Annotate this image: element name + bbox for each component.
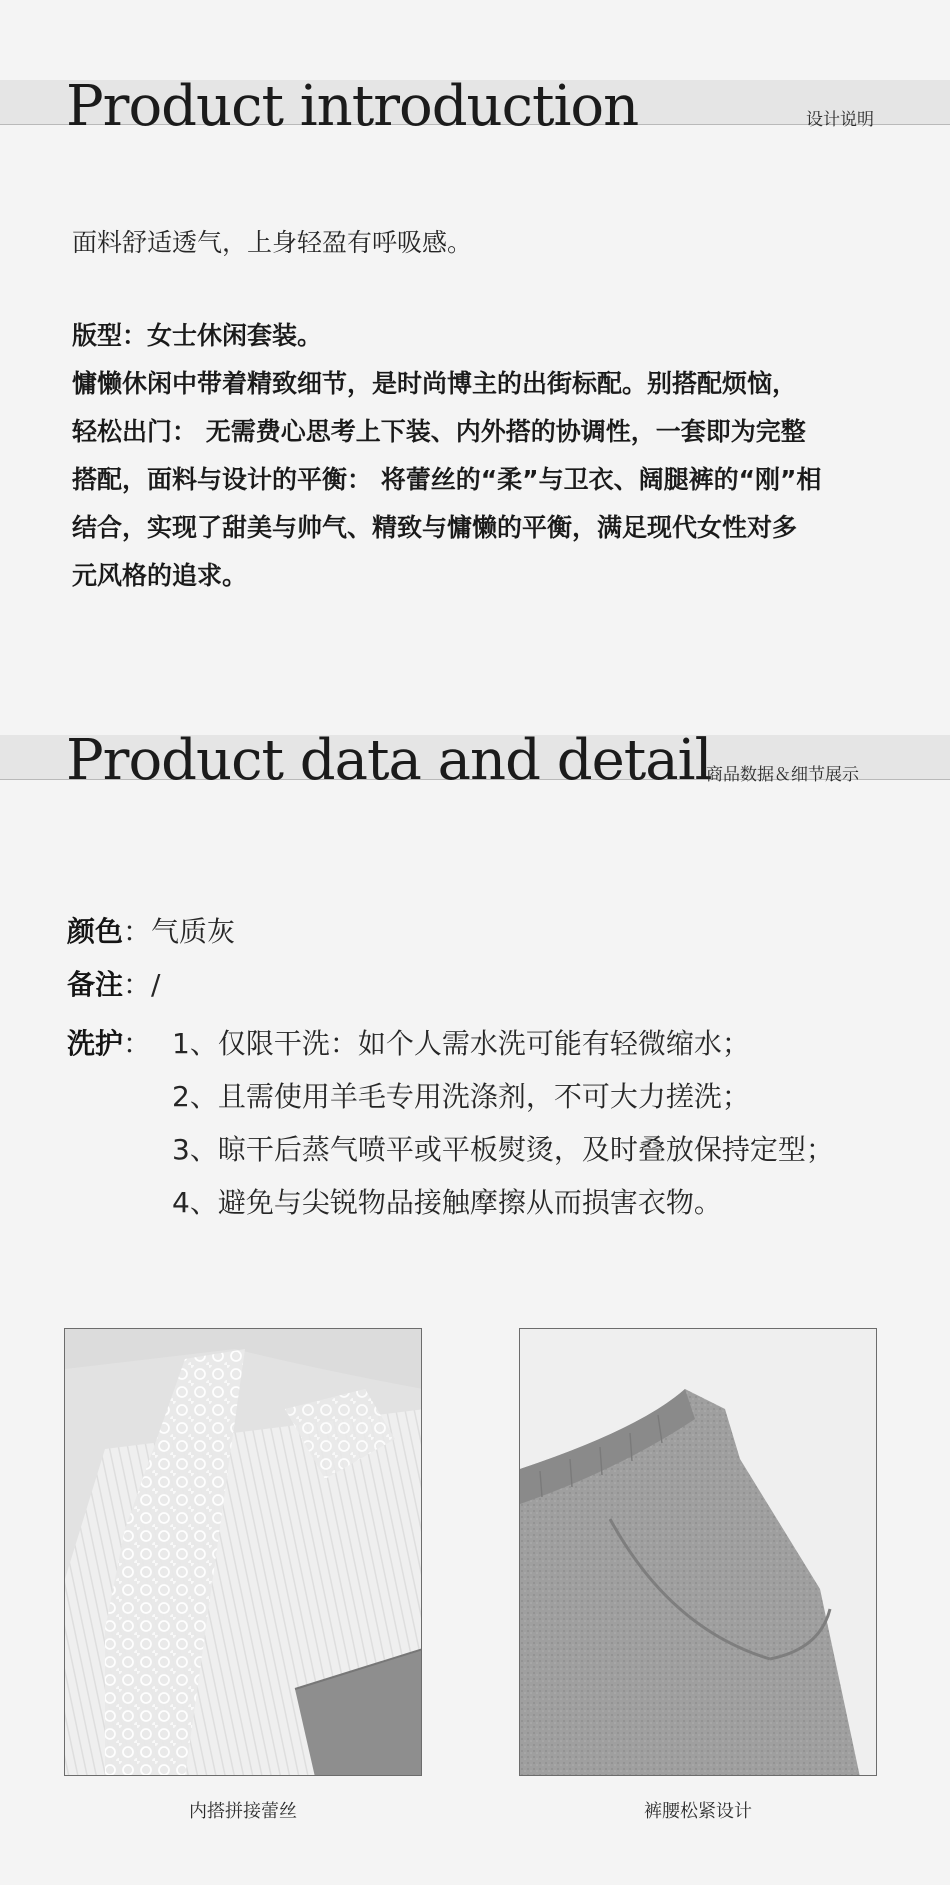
attribute-value: 气质灰: [151, 915, 236, 948]
attribute-separator: ：: [123, 968, 152, 1001]
photo-caption: 内搭拼接蕾丝: [189, 1801, 297, 1822]
photo-caption: 裤腰松紧设计: [644, 1801, 752, 1822]
intro-line: 元风格的追求。: [72, 561, 248, 590]
section-subtitle-details: 商品数据＆细节展示: [706, 765, 859, 785]
waistband-detail-photo: [519, 1328, 877, 1776]
care-instruction: 1、仅限干洗：如个人需水洗可能有轻微缩水；: [172, 1027, 750, 1060]
attribute-separator: ：: [123, 1027, 152, 1060]
intro-lead-text: 面料舒适透气，上身轻盈有呼吸感。: [72, 228, 473, 257]
intro-line: 结合，实现了甜美与帅气、精致与慵懒的平衡，满足现代女性对多: [72, 513, 798, 542]
intro-line: 慵懒休闲中带着精致细节，是时尚博主的出街标配。别搭配烦恼，: [72, 369, 798, 398]
intro-body: [72, 312, 872, 600]
care-instruction: 3、晾干后蒸气喷平或平板熨烫，及时叠放保持定型；: [172, 1133, 834, 1166]
section-title-details: Product data and detail: [66, 728, 712, 793]
lace-detail-image: [65, 1329, 422, 1776]
attribute-label: 备注: [67, 968, 124, 1001]
section-title-intro: Product introduction: [66, 74, 639, 139]
attribute-care: [67, 1022, 151, 1062]
section-subtitle-intro: 设计说明: [806, 110, 874, 130]
lace-detail-photo: [64, 1328, 422, 1776]
attribute-label: 颜色: [67, 915, 124, 948]
care-instruction: 2、且需使用羊毛专用洗涤剂，不可大力搓洗；: [172, 1080, 750, 1113]
attribute-remark: [67, 963, 160, 1003]
care-instruction: 4、避免与尖锐物品接触摩擦从而损害衣物。: [172, 1186, 722, 1219]
intro-line: 轻松出门： 无需费心思考上下装、内外搭的协调性，一套即为完整: [72, 417, 806, 446]
intro-line: 搭配，面料与设计的平衡： 将蕾丝的“柔”与卫衣、阔腿裤的“刚”相: [72, 465, 822, 494]
waistband-detail-image: [520, 1329, 877, 1776]
attribute-value: /: [151, 968, 161, 1001]
attribute-separator: ：: [123, 915, 152, 948]
attribute-label: 洗护: [67, 1027, 124, 1060]
intro-line: 版型：女士休闲套装。: [72, 321, 323, 350]
attribute-color: [67, 910, 235, 950]
